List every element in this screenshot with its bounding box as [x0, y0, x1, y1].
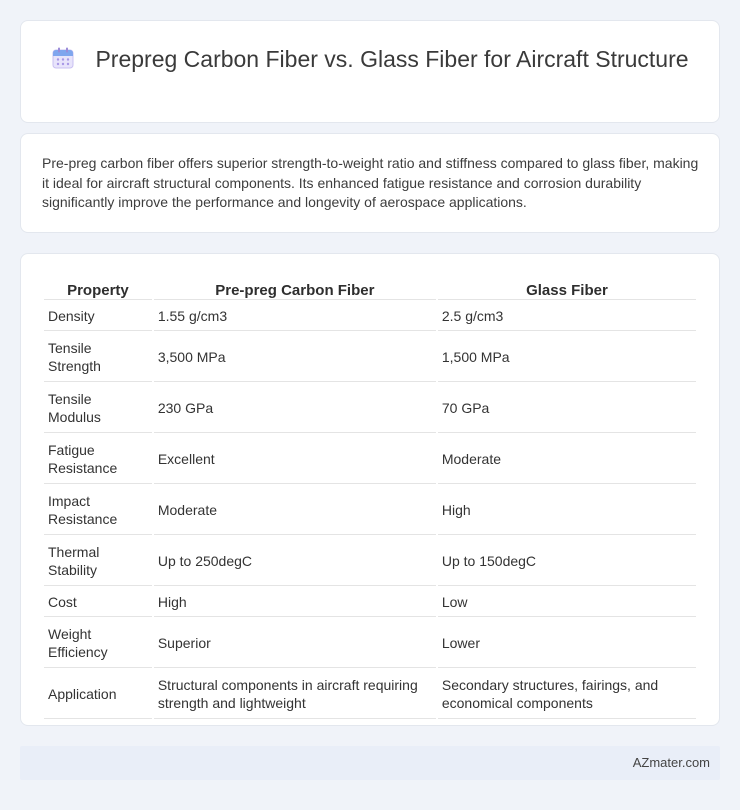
- glass-value-cell: High: [438, 486, 696, 535]
- glass-value-cell: Lower: [438, 619, 696, 668]
- table-row: [44, 537, 696, 586]
- glass-value-cell: Secondary structures, fairings, and economical components: [438, 670, 696, 719]
- table-row: [44, 435, 696, 484]
- carbon-value-cell: 3,500 MPa: [154, 333, 436, 382]
- property-cell: Tensile Modulus: [44, 384, 152, 433]
- header-property: Property: [44, 276, 152, 300]
- property-cell: Density: [44, 302, 152, 331]
- glass-value-cell: Low: [438, 588, 696, 617]
- table-row: [44, 486, 696, 535]
- property-cell: Thermal Stability: [44, 537, 152, 586]
- property-cell: Impact Resistance: [44, 486, 152, 535]
- table-row: [44, 619, 696, 668]
- property-cell: Cost: [44, 588, 152, 617]
- title-text: Prepreg Carbon Fiber vs. Glass Fiber for Aircraft Structure: [95, 46, 689, 72]
- table-row: [44, 384, 696, 433]
- carbon-value-cell: Structural components in aircraft requiring strength and lightweight: [154, 670, 436, 719]
- calendar-icon: [51, 46, 75, 70]
- glass-value-cell: Up to 150degC: [438, 537, 696, 586]
- property-cell: Fatigue Resistance: [44, 435, 152, 484]
- glass-value-cell: 1,500 MPa: [438, 333, 696, 382]
- glass-value-cell: 2.5 g/cm3: [438, 302, 696, 331]
- table-row: [44, 302, 696, 331]
- intro-paragraph: Pre-preg carbon fiber offers superior strength-to-weight ratio and stiffness compared to glass fiber, making it ideal for aircraft structural components. Its enhanced fatigue resistance and corrosion durability significantly improve the performance and longevity of aerospace applications.: [42, 155, 699, 210]
- carbon-value-cell: Up to 250degC: [154, 537, 436, 586]
- comparison-table: [42, 274, 698, 721]
- carbon-value-cell: Moderate: [154, 486, 436, 535]
- header-glass-fiber: Glass Fiber: [438, 276, 696, 300]
- table-row: [44, 333, 696, 382]
- title-card: [20, 20, 720, 123]
- page-title: [21, 45, 719, 74]
- glass-value-cell: Moderate: [438, 435, 696, 484]
- glass-value-cell: 70 GPa: [438, 384, 696, 433]
- table-header-row: [44, 276, 696, 300]
- carbon-value-cell: Excellent: [154, 435, 436, 484]
- carbon-value-cell: Superior: [154, 619, 436, 668]
- footer: [20, 746, 720, 780]
- property-cell: Application: [44, 670, 152, 719]
- footer-brand: AZmater.com: [632, 755, 710, 770]
- property-cell: Tensile Strength: [44, 333, 152, 382]
- carbon-value-cell: 1.55 g/cm3: [154, 302, 436, 331]
- table-row: [44, 670, 696, 719]
- comparison-table-card: [20, 253, 720, 726]
- header-carbon-fiber: Pre-preg Carbon Fiber: [154, 276, 436, 300]
- intro-card: [20, 133, 720, 233]
- table-row: [44, 588, 696, 617]
- property-cell: Weight Efficiency: [44, 619, 152, 668]
- carbon-value-cell: 230 GPa: [154, 384, 436, 433]
- carbon-value-cell: High: [154, 588, 436, 617]
